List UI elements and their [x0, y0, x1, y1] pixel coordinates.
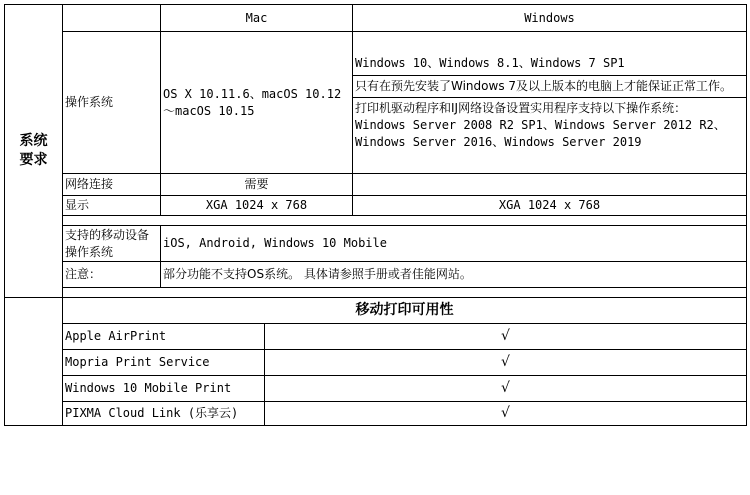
mobile-print-mark: √ [265, 324, 747, 350]
table-row [5, 376, 747, 402]
mobile-os-label: 支持的移动设备操作系统 [63, 226, 161, 262]
spacer-row-2 [63, 288, 747, 298]
os-windows-block-3 [353, 98, 746, 153]
system-requirements-table [4, 4, 747, 426]
section-label [5, 5, 63, 298]
mobile-print-name: Windows 10 Mobile Print [63, 376, 265, 402]
section-label-text: 系统要求 [19, 133, 48, 168]
note-label: 注意： [63, 262, 161, 288]
table-row [5, 350, 747, 376]
os-mac-text: OS X 10.11.6、macOS 10.12～macOS 10.15 [163, 86, 342, 118]
network-value: 需要 [161, 174, 353, 196]
table-row [5, 324, 747, 350]
network-label: 网络连接 [63, 174, 161, 196]
header-mac: Mac [161, 5, 353, 32]
table-row [5, 402, 747, 426]
os-windows-line-1: Windows 10、Windows 8.1、Windows 7 SP1 [353, 52, 746, 76]
mobile-print-mark: √ [265, 350, 747, 376]
network-windows [353, 174, 747, 196]
display-windows: XGA 1024 x 768 [353, 196, 747, 216]
mobile-print-name: Apple AirPrint [63, 324, 265, 350]
spacer-row [63, 216, 747, 226]
os-windows-line-3: 打印机驱动程序和IJ网络设备设置实用程序支持以下操作系统： [355, 101, 687, 115]
os-windows-line-4: Windows Server 2008 R2 SP1、Windows Server 2012 R2、Windows Server 2016、Windows Server 2019 [355, 118, 726, 149]
header-blank [63, 5, 161, 32]
note-value: 部分功能不支持OS系统。 具体请参照手册或者佳能网站。 [161, 262, 747, 288]
header-windows: Windows [353, 5, 747, 32]
mobile-print-mark: √ [265, 376, 747, 402]
os-windows [353, 32, 747, 174]
mobile-os-value: iOS, Android, Windows 10 Mobile [161, 226, 747, 262]
os-label: 操作系统 [63, 32, 161, 174]
mobile-print-title: 移动打印可用性 [63, 298, 747, 324]
os-windows-line-2: 只有在预先安装了Windows 7及以上版本的电脑上才能保证正常工作。 [353, 76, 746, 98]
section-label-continued [5, 298, 63, 426]
display-label: 显示 [63, 196, 161, 216]
os-mac [161, 32, 353, 174]
mobile-print-name: Mopria Print Service [63, 350, 265, 376]
mobile-print-name: PIXMA Cloud Link (乐享云) [63, 402, 265, 426]
display-mac: XGA 1024 x 768 [161, 196, 353, 216]
mobile-print-mark: √ [265, 402, 747, 426]
